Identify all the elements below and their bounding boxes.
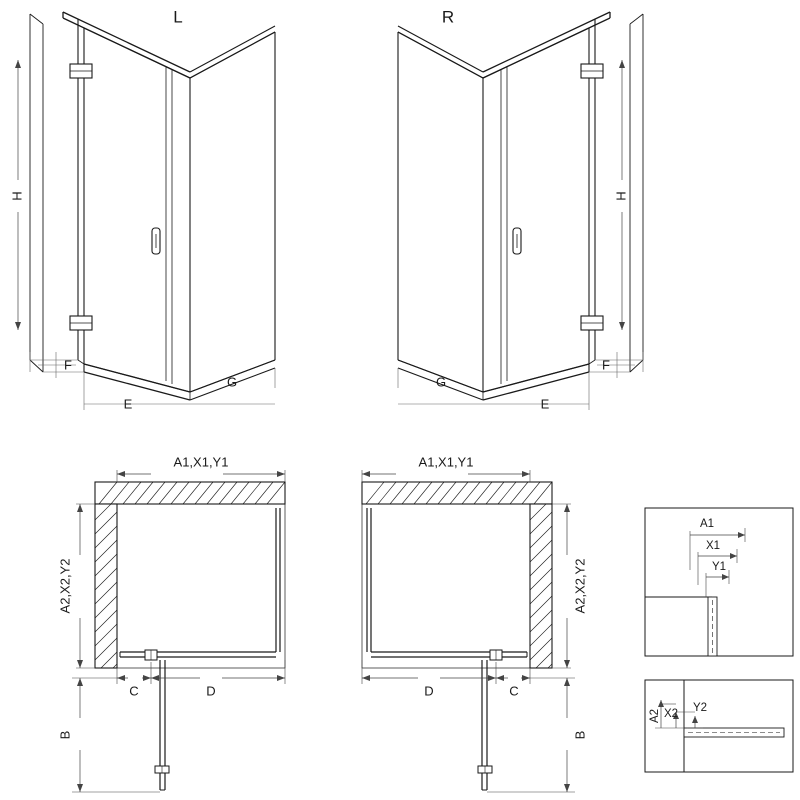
label-plan-left-dim-c: C — [129, 683, 139, 699]
label-G-left: G — [226, 374, 238, 390]
label-detail-bottom-y2: Y2 — [692, 702, 708, 715]
label-plan-left-top-dim: A1,X1,Y1 — [173, 454, 229, 470]
title-left-variant: L — [173, 7, 183, 27]
label-detail-top-a1: A1 — [699, 518, 715, 531]
isometric-view-left — [30, 12, 275, 410]
label-F-left: F — [64, 357, 72, 373]
label-F-right: F — [602, 357, 610, 373]
label-detail-bottom-a2: A2 — [649, 708, 662, 724]
label-E-right: E — [540, 396, 550, 412]
label-plan-right-side-dim: A2,X2,Y2 — [572, 558, 588, 614]
label-detail-top-y1: Y1 — [711, 561, 727, 574]
label-detail-bottom-x2: X2 — [663, 708, 679, 721]
title-right-variant: R — [441, 7, 455, 27]
label-height-right: H — [613, 191, 629, 201]
plan-view-left — [95, 482, 285, 790]
label-plan-right-dim-d: D — [424, 683, 434, 699]
isometric-view-right — [398, 12, 643, 410]
label-plan-left-side-dim: A2,X2,Y2 — [57, 558, 73, 614]
label-plan-left-dim-d: D — [206, 683, 216, 699]
label-detail-top-x1: X1 — [705, 540, 721, 553]
detail-view-bottom — [645, 680, 793, 772]
label-G-right: G — [435, 374, 447, 390]
label-plan-right-dim-b: B — [572, 730, 588, 740]
label-plan-right-top-dim: A1,X1,Y1 — [418, 454, 474, 470]
label-plan-left-dim-b: B — [57, 730, 73, 740]
label-E-left: E — [123, 396, 133, 412]
label-height-left: H — [9, 191, 25, 201]
detail-view-top — [645, 508, 793, 656]
label-plan-right-dim-c: C — [509, 683, 519, 699]
plan-view-right — [362, 482, 552, 790]
